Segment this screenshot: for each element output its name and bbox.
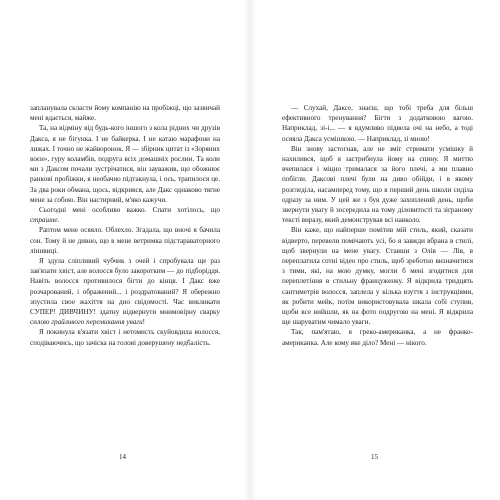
text-run: Так, пам'ятаю, я греко-американка, а не франко-американка. Але кому яке діло? Мені — нікого. bbox=[282, 328, 473, 347]
left-page-text bbox=[30, 103, 220, 348]
text-run: Та, на відміну від будь-кого іншого з кола рідних чи друзів Дакса, я не бігунка. І не байкерка. І не катаю марафони на лижах. І точно не жайворонок. Я — збірник цитат із «Зоряних воєн», гуру коламбів, подруга всіх домашніх рослин. Та коли ми з Даксом почали зустрічатися, він зауважив, що обожнює ранкові пробіжки, я необачно підтакнула, і ось, трапилося це. За два роки обмана, щось, відкрився, але Дакс однаково тягне мене за собою. Він настирний, м'яко кажучи. bbox=[30, 124, 220, 204]
text-run: Сьогодні мені особливо важко. Спати хотілось, що bbox=[39, 206, 220, 215]
paragraph bbox=[30, 225, 220, 256]
paragraph bbox=[30, 327, 220, 347]
italic-text-run: грайливого перемикання уваги bbox=[51, 318, 143, 327]
left-page-number: 14 bbox=[119, 453, 126, 461]
paragraph bbox=[30, 256, 220, 327]
text-run: Я здула сліпливий чубчик з очей і спробувала ще раз зав'язати хвіст, але волосся було закоротким — до підборіддя. Навіть волосся противилося бігти до кінця. І Дакс вже розчарований, і ображений... і роздратований? Я обережно зпустила свое жахіття на дно свідомості. Час викликати СУПЕР! ДИВЧИНУ! здатну відвернути мнимовірну сварку силою bbox=[30, 257, 220, 327]
paragraph bbox=[282, 103, 473, 144]
text-run: Він знову застогнав, але не зміг стримати усмішку й нахилився, щоб я застрибнула йому на спину. Я миттю вчепилася і міцно трималася за його плечі, а ми плавно побігли. Даксові плечі були на диво обійди, і в якому розгледіла, насамперед тому, що в перший день школи сиділа одразу за ним. У цей же з буя дуже захоплений день, щоби звернути увагу й зосередила на тому діловитості та зіграному тексті виразу, який демонстрував всі навколо. bbox=[282, 144, 473, 225]
paragraph bbox=[30, 205, 220, 225]
text-run: Раптом мене осяяло. Облехло. Згадала, що вночі я бачила сон. Тому й не дивно, що в мене ветримка підстараваторного лінивиці. bbox=[30, 226, 220, 255]
paragraph bbox=[282, 144, 473, 226]
right-page-number: 15 bbox=[371, 453, 378, 461]
italic-text-run: страшне bbox=[30, 216, 58, 225]
text-run: Він каже, що найперше помітив мій стиль, який, сказати відверто, перевели помічають усі, бо я завжди вбрана в стилі, щоб звернули на мене увагу. Ставши з Олів — Лів, в переплатила сотні відео про стиль, щоб зреботно визначитися з тими, які, на мою думку, могли б мені згодитися для переплетіння в стильну француженку. Я відкрила тридцять сантиметрів волосся, заплела у кілька взуття з інструкціями, як робити мейк, потім використовувала шкала собі ступив, щоби все вийшли, як на фото подругою на мені. Я відкрила ще шаруватим чимало уваги. bbox=[282, 226, 473, 327]
paragraph bbox=[30, 123, 220, 205]
text-run: ! bbox=[142, 318, 146, 327]
right-page bbox=[250, 0, 500, 500]
text-run: Я покинула в'язати хвіст і нетомисть скуйовдила волосся, сподіваючись, що зачіска на голові доверушену недбалість. bbox=[30, 328, 220, 347]
paragraph bbox=[30, 103, 220, 123]
text-run: — Слухай, Даксе, знаєш, що тобі треба для більш ефективного тренування? Бігти з додатковою вагою. Наприклад, зі-і... — я вдумливо підвела очі на небо, а тоді осяяла Дакса усмішкою. — Наприклад, зі мною! bbox=[282, 104, 473, 143]
text-run: запланувала скласти йому компанію на пробіжці, що зазвичай мені вдається, майже. bbox=[30, 104, 220, 123]
right-page-text bbox=[282, 103, 473, 348]
paragraph bbox=[282, 327, 473, 347]
text-run: . bbox=[57, 216, 60, 225]
paragraph bbox=[282, 225, 473, 327]
book-gutter bbox=[244, 0, 256, 500]
